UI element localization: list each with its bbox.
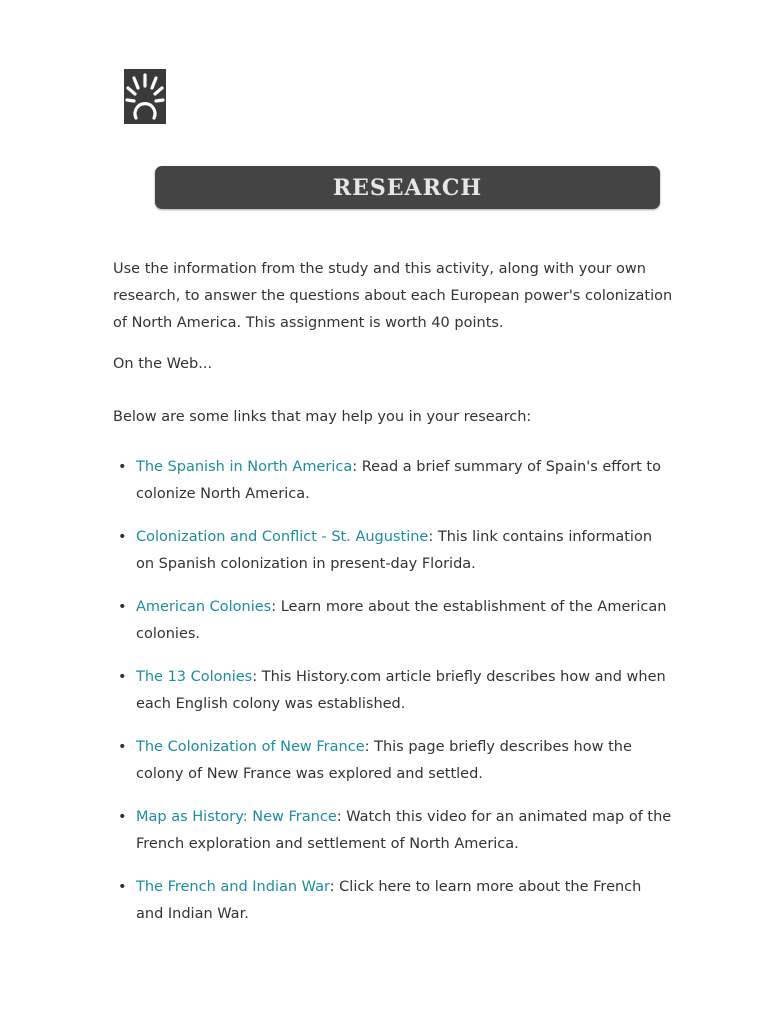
link-st-augustine[interactable]: Colonization and Conflict - St. Augustine [136,529,429,545]
list-item [113,734,673,788]
link-colonization-new-france[interactable]: The Colonization of New France [136,739,365,755]
resource-links-list [113,454,673,928]
link-description: : This page briefly describes how the colony of New France was explored and settled. [136,739,632,782]
on-the-web-label: On the Web... [113,356,213,372]
bullet-icon: • [118,809,127,825]
link-description: : Watch this video for an animated map of the French exploration and settlement of North America. [136,809,672,852]
list-item [113,524,673,578]
research-banner [155,166,660,209]
link-description: : This History.com article briefly describes how and when each English colony was established. [136,669,666,712]
intro-paragraph: Use the information from the study and this activity, along with your own research, to answer the questions about each European power's colonization of North America. This assignment is worth 40 points. [113,261,673,331]
bullet-icon: • [118,739,127,755]
link-description: : Read a brief summary of Spain's effort to colonize North America. [136,459,661,502]
bullet-icon: • [118,529,127,545]
link-map-as-history[interactable]: Map as History: New France [136,809,337,825]
link-description: : Learn more about the establishment of the American colonies. [136,599,667,642]
bullet-icon: • [118,879,127,895]
bullet-icon: • [118,599,127,615]
link-description: : This link contains information on Spanish colonization in present-day Florida. [136,529,653,572]
link-american-colonies[interactable]: American Colonies [136,599,272,615]
list-item [113,664,673,718]
bullet-icon: • [118,459,127,475]
list-item [113,594,673,648]
links-intro: Below are some links that may help you in your research: [113,409,532,425]
main-content [113,256,673,944]
link-french-indian-war[interactable]: The French and Indian War [136,879,330,895]
link-description: : Click here to learn more about the French and Indian War. [136,879,642,922]
link-spanish-in-north-america[interactable]: The Spanish in North America [136,459,353,475]
sunburst-logo-icon [124,69,166,124]
list-item [113,804,673,858]
bullet-icon: • [118,669,127,685]
list-item [113,874,673,928]
page-title: RESEARCH [332,174,483,201]
link-13-colonies[interactable]: The 13 Colonies [136,669,253,685]
list-item [113,454,673,508]
